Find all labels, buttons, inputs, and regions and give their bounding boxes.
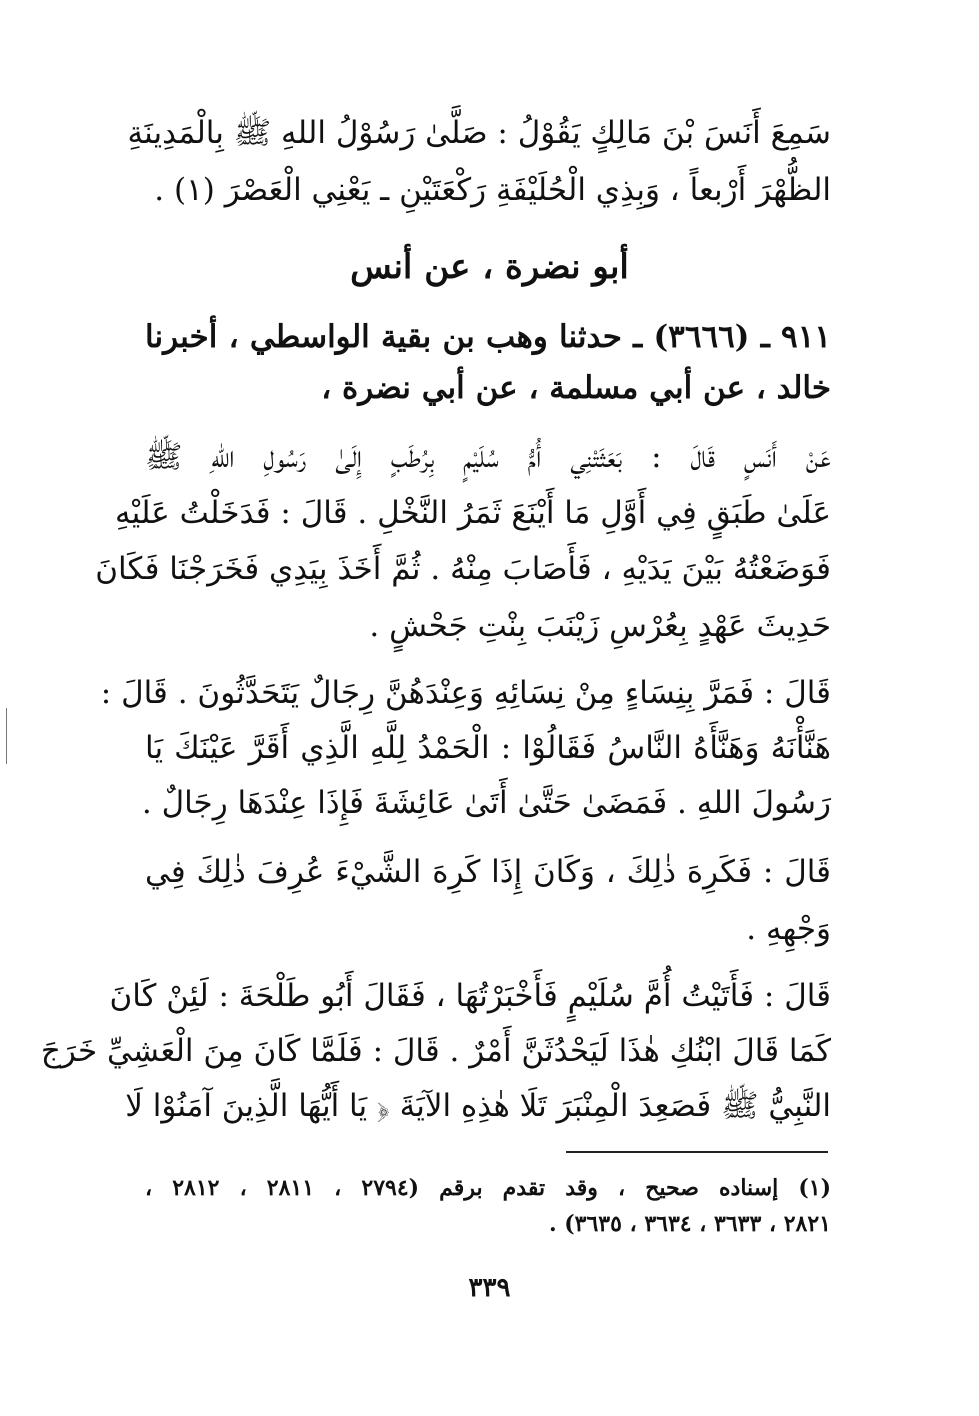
text-line: وَجْهِهِ .: [746, 911, 831, 947]
footnote-line: (١) إسناده صحيح ، وقد تقدم برقم (٢٧٩٤ ، ٢٨١١ ، ٢٨١٢ ،: [145, 1175, 832, 1201]
section-title: أبو نضرة ، عن أنس: [350, 247, 629, 287]
text-line: كَمَا قَالَ ابْنُكِ هٰذَا لَيَحْدُثَنَّ أَمْرٌ . قَالَ : فَلَمَّا كَانَ مِنَ الْعَشِيِّ خَرَجَ: [40, 1033, 831, 1069]
footnote-line: ٢٨٢١ ، ٣٦٣٣ ، ٣٦٣٤ ، ٣٦٣٥) .: [548, 1211, 831, 1237]
isnad-line: ٩١١ ـ (٣٦٦٦) ـ حدثنا وهب بن بقية الواسطي ، أخبرنا: [145, 319, 831, 355]
isnad-line: خالد ، عن أبي مسلمة ، عن أبي نضرة ،: [321, 370, 831, 406]
text-line: حَدِيثَ عَهْدٍ بِعُرْسِ زَيْنَبَ بِنْتِ جَحْشٍ .: [369, 608, 831, 644]
text-line: هَنَّأْنَهُ وَهَنَّأَهُ النَّاسُ فَقَالُوْا : الْحَمْدُ لِلَّهِ الَّذِي أَقَرَّ عَيْنَكَ يَا: [145, 730, 831, 766]
text-line: عَنْ أَنَسٍ قَالَ : بَعَثَتْنِي أُمُّ سُلَيْمٍ بِرُطَبٍ إِلَىٰ رَسُولِ اللهِ ﷺ: [145, 439, 831, 475]
text-line: قَالَ : فَأَتَيْتُ أُمَّ سُلَيْمٍ فَأَخْبَرْتُهَا ، فَقَالَ أَبُو طَلْحَةَ : لَئِنْ كَانَ: [109, 978, 831, 1014]
text-line: عَلَىٰ طَبَقٍ فِي أَوَّلِ مَا أَيْنَعَ ثَمَرُ النَّخْلِ . قَالَ : فَدَخَلْتُ عَلَيْهِ: [115, 495, 831, 531]
text-line: النَّبِيُّ ﷺ فَصَعِدَ الْمِنْبَرَ تَلَا هٰذِهِ الآيَةَ ﴿ يَا أَيُّهَا الَّذِينَ آمَنُوْا لَا: [125, 1088, 831, 1124]
text-line: الظُّهْرَ أَرْبعاً ، وَبِذِي الْحُلَيْفَةِ رَكْعَتَيْنِ ـ يَعْنِي الْعَصْرَ (١) .: [154, 172, 831, 208]
text-line: قَالَ : فَمَرَّ بِنِسَاءٍ مِنْ نِسَائِهِ وَعِنْدَهُنَّ رِجَالٌ يَتَحَدَّثُونَ . قَالَ :: [100, 675, 831, 711]
page-number: ٣٣٩: [468, 1273, 511, 1303]
text-line: رَسُولَ اللهِ . فَمَضَىٰ حَتَّىٰ أَتَىٰ عَائِشَةَ فَإِذَا عِنْدَهَا رِجَالٌ .: [141, 785, 831, 821]
text-line: فَوَضَعْتُهُ بَيْنَ يَدَيْهِ ، فَأَصَابَ مِنْهُ . ثُمَّ أَخَذَ بِيَدِي فَخَرَجْنَا فَكَانَ: [95, 551, 831, 587]
text-line: قَالَ : فَكَرِهَ ذٰلِكَ ، وَكَانَ إِذَا كَرِهَ الشَّيْءَ عُرِفَ ذٰلِكَ فِي: [145, 854, 831, 890]
text-line: سَمِعَ أَنَسَ بْنَ مَالِكٍ يَقُوْلُ : صَلَّىٰ رَسُوْلُ اللهِ ﷺ بِالْمَدِينَةِ: [127, 115, 831, 151]
footnote-separator: [566, 1151, 828, 1153]
scan-margin-mark: [6, 708, 7, 764]
